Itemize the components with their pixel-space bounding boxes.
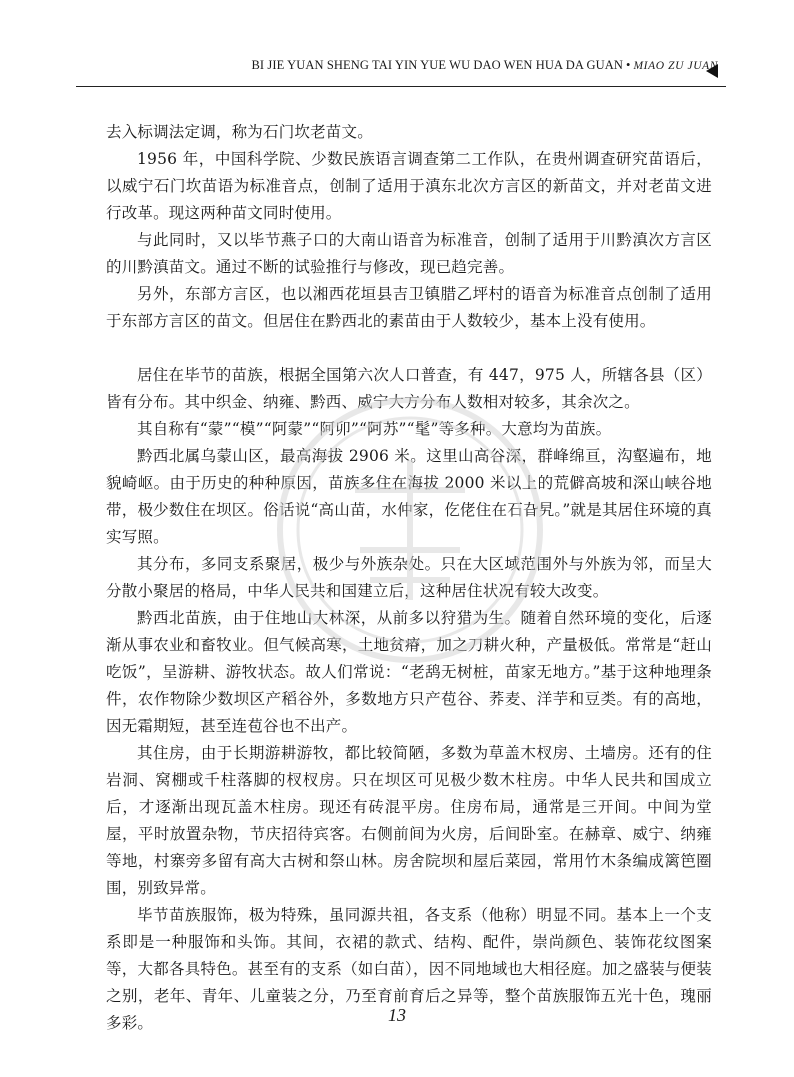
paragraph: 其自称有“蒙”“模”“阿蒙”“阿卯”“阿苏”“髦”等多种。大意均为苗族。 bbox=[137, 420, 612, 438]
header-separator: • bbox=[626, 58, 631, 72]
paragraph: 黔西北苗族，由于住地山大林深，从前多以狩猎为生。随着自然环境的变化，后逐渐从事农业和畜牧业。但气候高寒，土地贫瘠，加之刀耕火种，产量极低。常常是“赶山吃饭”，呈游耕、游牧状态。故人们常说：“老鸹无树桩，苗家无地方。”基于这种地理条件，农作物除少数坝区产稻谷外，多数地方只产苞谷、荞麦、洋芋和豆类。有的高地，因无霜期短，甚至连苞谷也不出产。 bbox=[106, 609, 712, 735]
paragraph: 毕节苗族服饰，极为特殊，虽同源共祖，各支系（他称）明显不同。基本上一个支系即是一种服饰和头饰。其间，衣裙的款式、结构、配件，崇尚颜色、装饰花纹图案等，大都各具特色。甚至有的支系（如白苗），因不同地域也大相径庭。加之盛装与便装之别，老年、青年、儿童装之分，乃至育前育后之异等，整个苗族服饰五光十色，瑰丽多彩。 bbox=[106, 906, 712, 1032]
paragraph: 黔西北属乌蒙山区，最高海拔 2906 米。这里山高谷深，群峰绵亘，沟壑遍布，地貌崎岖。由于历史的种种原因，苗族多住在海拔 2000 米以上的荒僻高坡和深山峡谷地带，极少数住在坝区。俗话说“高山苗，水仲家，仡佬住在石旮旯。”就是其居住环境的真实写照。 bbox=[106, 447, 712, 546]
header-pinyin-title: BI JIE YUAN SHENG TAI YIN YUE WU DAO WEN HUA DA GUAN bbox=[251, 58, 624, 72]
paragraph: 1956 年，中国科学院、少数民族语言调查第二工作队，在贵州调查研究苗语后，以威宁石门坎苗语为标准音点，创制了适用于滇东北次方言区的新苗文，并对老苗文进行改革。现这两种苗文同时使用。 bbox=[106, 150, 712, 222]
paragraph: 其分布，多同支系聚居，极少与外族杂处。只在大区域范围外与外族为邻，而呈大分散小聚居的格局，中华人民共和国建立后，这种居住状况有较大改变。 bbox=[106, 555, 712, 600]
paragraph: 其住房，由于长期游耕游牧，都比较简陋，多数为草盖木杈房、土墙房。还有的住岩洞、窝棚或千柱落脚的杈杈房。只在坝区可见极少数木柱房。中华人民共和国成立后，才逐渐出现瓦盖木柱房。现还有砖混平房。住房布局，通常是三开间。中间为堂屋，平时放置杂物，节庆招待宾客。右侧前间为火房，后间卧室。在赫章、威宁、纳雍等地，村寨旁多留有高大古树和祭山林。房舍院坝和屋后菜园，常用竹木条编成篱笆圈围，别致异常。 bbox=[106, 744, 712, 897]
paragraph: 居住在毕节的苗族，根据全国第六次人口普查，有 447，975 人，所辖各县（区）皆有分布。其中织金、纳雍、黔西、威宁大方分布人数相对较多，其余次之。 bbox=[106, 366, 712, 411]
running-header bbox=[0, 58, 718, 73]
header-arrow-icon bbox=[706, 64, 718, 78]
page-number: 13 bbox=[388, 1005, 406, 1025]
paragraph: 去入标调法定调，称为石门坎老苗文。 bbox=[106, 123, 373, 141]
paragraph: 另外，东部方言区，也以湘西花垣县吉卫镇腊乙坪村的语音为标准音点创制了适用于东部方言区的苗文。但居住在黔西北的素苗由于人数较少，基本上没有使用。 bbox=[106, 285, 712, 330]
body-text bbox=[106, 119, 712, 1037]
paragraph: 与此同时，又以毕节燕子口的大南山语音为标准音，创制了适用于川黔滇次方言区的川黔滇苗文。通过不断的试验推行与修改，现已趋完善。 bbox=[106, 231, 712, 276]
header-rule bbox=[76, 86, 726, 87]
header-section-script: MIAO ZU JUAN bbox=[633, 60, 718, 72]
